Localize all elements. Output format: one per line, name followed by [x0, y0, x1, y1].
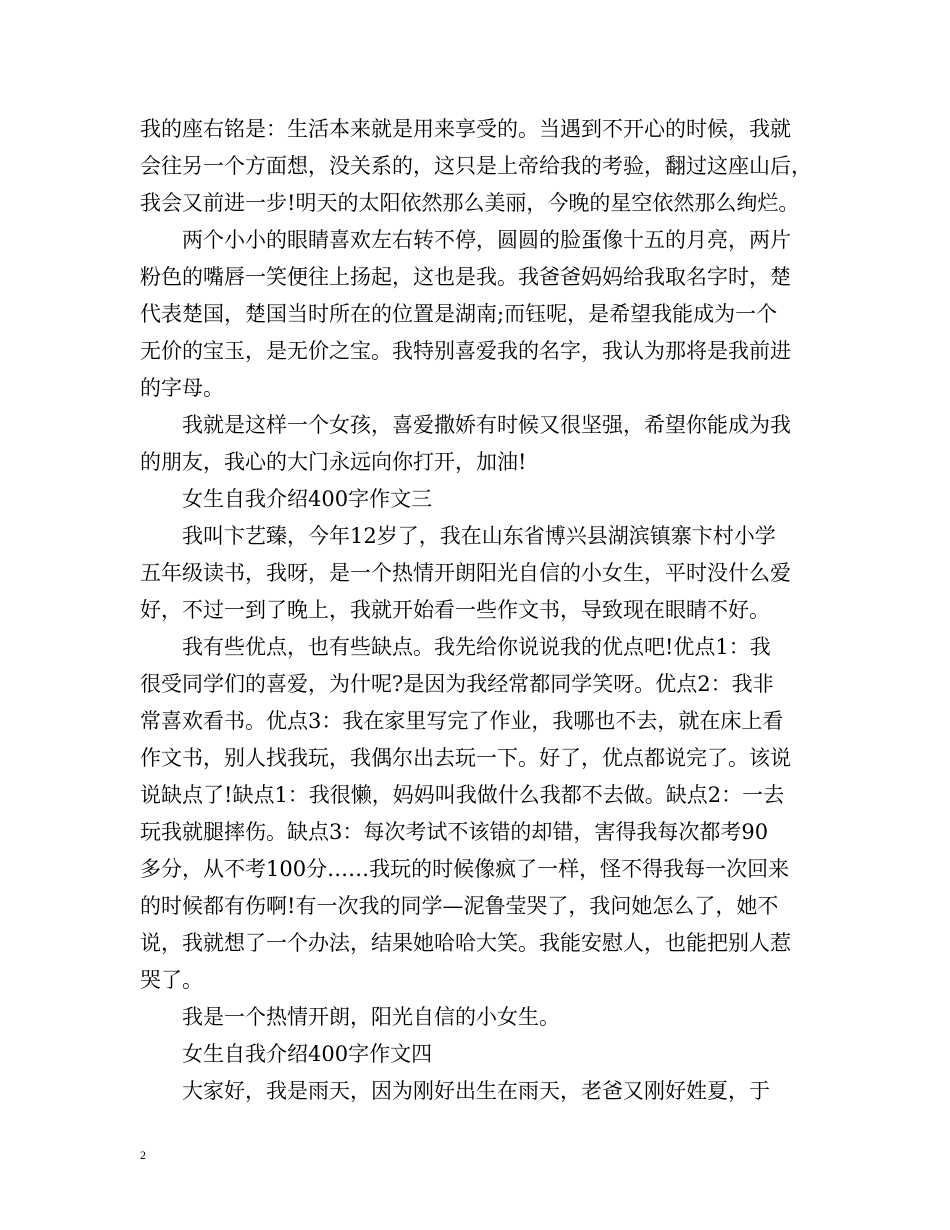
text-line: 大家好，我是雨天，因为刚好出生在雨天，老爸又刚好姓夏，于: [182, 1079, 770, 1103]
text-line: 我就是这样一个女孩，喜爱撒娇有时候又很坚强，希望你能成为我: [182, 413, 791, 437]
text-line: 多分，从不考100分……我玩的时候像疯了一样，怪不得我每一次回来: [140, 857, 790, 881]
text-line: 我叫卞艺臻，今年12岁了，我在山东省博兴县湖滨镇寨卞村小学: [182, 524, 776, 548]
text-line: 哭了。: [140, 968, 203, 992]
text-line: 女生自我介绍400字作文四: [182, 1042, 433, 1066]
text-line: 两个小小的眼睛喜欢左右转不停，圆圆的脸蛋像十五的月亮，两片: [182, 228, 791, 252]
text-line: 的时候都有伤啊!有一次我的同学—泥鲁莹哭了，我问她怎么了，她不: [140, 894, 779, 918]
text-line: 玩我就腿摔伤。缺点3：每次考试不该错的却错，害得我每次都考90: [140, 820, 769, 844]
text-line: 女生自我介绍400字作文三: [182, 487, 433, 511]
text-line: 我有些优点，也有些缺点。我先给你说说我的优点吧!优点1：我: [182, 635, 771, 659]
text-line: 很受同学们的喜爱，为什呢?是因为我经常都同学笑呀。优点2：我非: [140, 672, 774, 696]
text-line: 我会又前进一步!明天的太阳依然那么美丽，今晚的星空依然那么绚烂。: [140, 191, 800, 215]
text-line: 作文书，别人找我玩，我偶尔出去玩一下。好了，优点都说完了。该说: [140, 746, 791, 770]
text-line: 代表楚国，楚国当时所在的位置是湖南;而钰呢，是希望我能成为一个: [140, 302, 778, 326]
text-line: 的字母。: [140, 376, 224, 400]
text-line: 好，不过一到了晚上，我就开始看一些作文书，导致现在眼睛不好。: [140, 598, 770, 622]
text-line: 常喜欢看书。优点3：我在家里写完了作业，我哪也不去，就在床上看: [140, 709, 784, 733]
text-line: 无价的宝玉，是无价之宝。我特别喜爱我的名字，我认为那将是我前进: [140, 339, 791, 363]
text-line: 五年级读书，我呀，是一个热情开朗阳光自信的小女生，平时没什么爱: [140, 561, 791, 585]
page-number: 2: [140, 1148, 146, 1162]
text-line: 说，我就想了一个办法，结果她哈哈大笑。我能安慰人，也能把别人惹: [140, 931, 791, 955]
text-line: 说缺点了!缺点1：我很懒，妈妈叫我做什么我都不去做。缺点2：一去: [140, 783, 785, 807]
text-line: 的朋友，我心的大门永远向你打开，加油!: [140, 450, 527, 474]
text-line: 我的座右铭是：生活本来就是用来享受的。当遇到不开心的时候，我就: [140, 117, 791, 141]
document-body: [140, 111, 820, 1110]
text-line: 我是一个热情开朗，阳光自信的小女生。: [182, 1005, 560, 1029]
text-line: 会往另一个方面想，没关系的，这只是上帝给我的考验，翻过这座山后，: [140, 154, 812, 178]
text-line: 粉色的嘴唇一笑便往上扬起，这也是我。我爸爸妈妈给我取名字时，楚: [140, 265, 791, 289]
